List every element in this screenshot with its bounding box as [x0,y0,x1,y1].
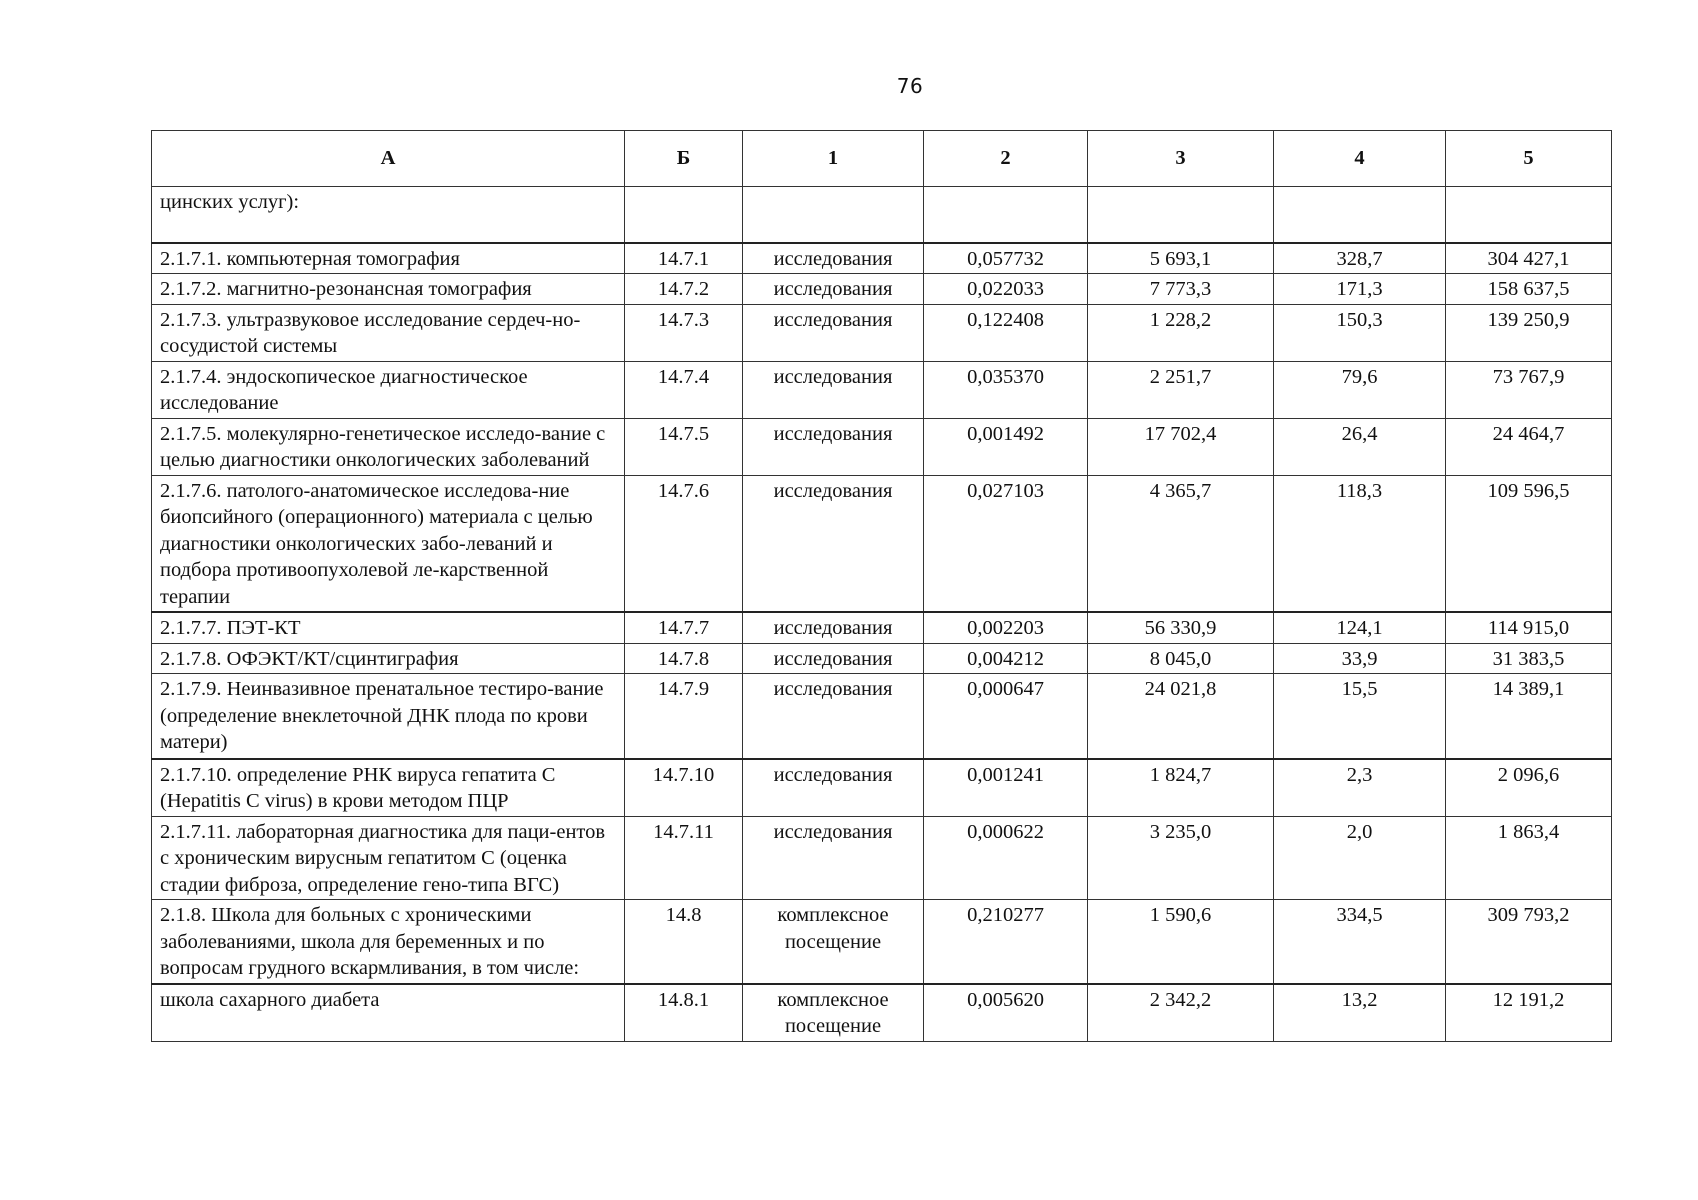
row-value-3: 5 693,1 [1088,243,1274,274]
row-value-3: 1 228,2 [1088,304,1274,361]
row-code: 14.7.10 [625,759,743,817]
table-row [152,759,1612,817]
row-value-5: 12 191,2 [1446,984,1612,1042]
row-value-4: 13,2 [1274,984,1446,1042]
row-code: 14.7.7 [625,612,743,643]
row-value-2 [924,187,1088,243]
row-value-2: 0,057732 [924,243,1088,274]
header-2: 2 [924,131,1088,187]
row-unit: комплексное посещение [743,900,924,984]
table-row [152,418,1612,475]
row-code: 14.8.1 [625,984,743,1042]
page-number: 76 [896,74,924,98]
row-unit: исследования [743,674,924,759]
row-value-2: 0,000622 [924,816,1088,900]
row-value-3: 17 702,4 [1088,418,1274,475]
row-value-3: 3 235,0 [1088,816,1274,900]
table-row [152,900,1612,984]
row-unit: исследования [743,643,924,674]
row-value-5: 1 863,4 [1446,816,1612,900]
table-row [152,643,1612,674]
row-unit: исследования [743,418,924,475]
row-value-2: 0,022033 [924,274,1088,305]
row-name: 2.1.7.4. эндоскопическое диагностическое исследование [152,361,625,418]
row-value-4: 33,9 [1274,643,1446,674]
row-name: 2.1.7.9. Неинвазивное пренатальное тестиро-вание (определение внеклеточной ДНК плода по крови матери) [152,674,625,759]
row-value-2: 0,005620 [924,984,1088,1042]
table-row [152,243,1612,274]
row-value-4: 15,5 [1274,674,1446,759]
header-b: Б [625,131,743,187]
row-value-3: 1 590,6 [1088,900,1274,984]
table-header-row [152,131,1612,187]
row-unit: исследования [743,274,924,305]
row-value-3: 4 365,7 [1088,475,1274,612]
row-name: 2.1.7.6. патолого-анатомическое исследова-ние биопсийного (операционного) материала с целью диагностики онкологических забо-леваний и подбора противоопухолевой ле-карственной терапии [152,475,625,612]
header-4: 4 [1274,131,1446,187]
row-value-5 [1446,187,1612,243]
row-value-5: 158 637,5 [1446,274,1612,305]
row-unit: комплексное посещение [743,984,924,1042]
row-value-2: 0,035370 [924,361,1088,418]
row-name: 2.1.7.5. молекулярно-генетическое исследо-вание с целью диагностики онкологических заболеваний [152,418,625,475]
row-value-5: 31 383,5 [1446,643,1612,674]
row-code: 14.7.11 [625,816,743,900]
row-unit: исследования [743,361,924,418]
row-name: 2.1.7.1. компьютерная томография [152,243,625,274]
row-value-5: 114 915,0 [1446,612,1612,643]
row-value-3: 24 021,8 [1088,674,1274,759]
row-code: 14.7.1 [625,243,743,274]
row-value-3: 2 342,2 [1088,984,1274,1042]
table-row [152,816,1612,900]
row-value-2: 0,002203 [924,612,1088,643]
row-code: 14.7.8 [625,643,743,674]
row-value-5: 304 427,1 [1446,243,1612,274]
row-code: 14.7.5 [625,418,743,475]
table-row [152,984,1612,1042]
row-code: 14.7.6 [625,475,743,612]
header-5: 5 [1446,131,1612,187]
table-row [152,304,1612,361]
row-value-4 [1274,187,1446,243]
row-value-5: 14 389,1 [1446,674,1612,759]
row-unit: исследования [743,475,924,612]
row-name: школа сахарного диабета [152,984,625,1042]
row-code: 14.7.3 [625,304,743,361]
row-value-2: 0,122408 [924,304,1088,361]
row-value-3: 56 330,9 [1088,612,1274,643]
row-value-2: 0,210277 [924,900,1088,984]
header-1: 1 [743,131,924,187]
row-unit: исследования [743,816,924,900]
row-value-4: 79,6 [1274,361,1446,418]
row-value-4: 334,5 [1274,900,1446,984]
table-row [152,674,1612,759]
row-name: 2.1.7.8. ОФЭКТ/КТ/сцинтиграфия [152,643,625,674]
row-value-4: 2,0 [1274,816,1446,900]
row-unit: исследования [743,612,924,643]
row-name: цинских услуг): [152,187,625,243]
row-value-2: 0,027103 [924,475,1088,612]
row-value-4: 328,7 [1274,243,1446,274]
row-value-4: 171,3 [1274,274,1446,305]
row-value-3: 1 824,7 [1088,759,1274,817]
row-unit: исследования [743,243,924,274]
row-value-4: 150,3 [1274,304,1446,361]
row-unit [743,187,924,243]
row-unit: исследования [743,759,924,817]
row-value-3 [1088,187,1274,243]
row-code: 14.8 [625,900,743,984]
row-value-2: 0,001241 [924,759,1088,817]
row-code [625,187,743,243]
row-value-4: 2,3 [1274,759,1446,817]
row-unit: исследования [743,304,924,361]
table-row [152,274,1612,305]
row-value-5: 139 250,9 [1446,304,1612,361]
table-row [152,612,1612,643]
row-code: 14.7.2 [625,274,743,305]
row-name: 2.1.7.3. ультразвуковое исследование сердеч-но-сосудистой системы [152,304,625,361]
row-name: 2.1.8. Школа для больных с хроническими заболеваниями, школа для беременных и по вопросам грудного вскармливания, в том числе: [152,900,625,984]
row-value-5: 24 464,7 [1446,418,1612,475]
row-value-4: 118,3 [1274,475,1446,612]
row-value-3: 7 773,3 [1088,274,1274,305]
row-name: 2.1.7.2. магнитно-резонансная томография [152,274,625,305]
header-3: 3 [1088,131,1274,187]
row-value-4: 124,1 [1274,612,1446,643]
header-a: А [152,131,625,187]
row-value-2: 0,001492 [924,418,1088,475]
row-value-2: 0,000647 [924,674,1088,759]
row-value-5: 2 096,6 [1446,759,1612,817]
table-row [152,475,1612,612]
data-table [151,130,1612,1042]
row-value-3: 8 045,0 [1088,643,1274,674]
row-code: 14.7.4 [625,361,743,418]
row-name: 2.1.7.7. ПЭТ-КТ [152,612,625,643]
row-name: 2.1.7.10. определение РНК вируса гепатита С (Hepatitis C virus) в крови методом ПЦР [152,759,625,817]
row-value-5: 309 793,2 [1446,900,1612,984]
row-value-5: 109 596,5 [1446,475,1612,612]
table-row [152,187,1612,243]
row-code: 14.7.9 [625,674,743,759]
row-value-3: 2 251,7 [1088,361,1274,418]
row-value-4: 26,4 [1274,418,1446,475]
row-value-2: 0,004212 [924,643,1088,674]
row-name: 2.1.7.11. лабораторная диагностика для паци-ентов с хроническим вирусным гепатитом С (оценка стадии фиброза, определение гено-типа ВГС) [152,816,625,900]
table-row [152,361,1612,418]
row-value-5: 73 767,9 [1446,361,1612,418]
